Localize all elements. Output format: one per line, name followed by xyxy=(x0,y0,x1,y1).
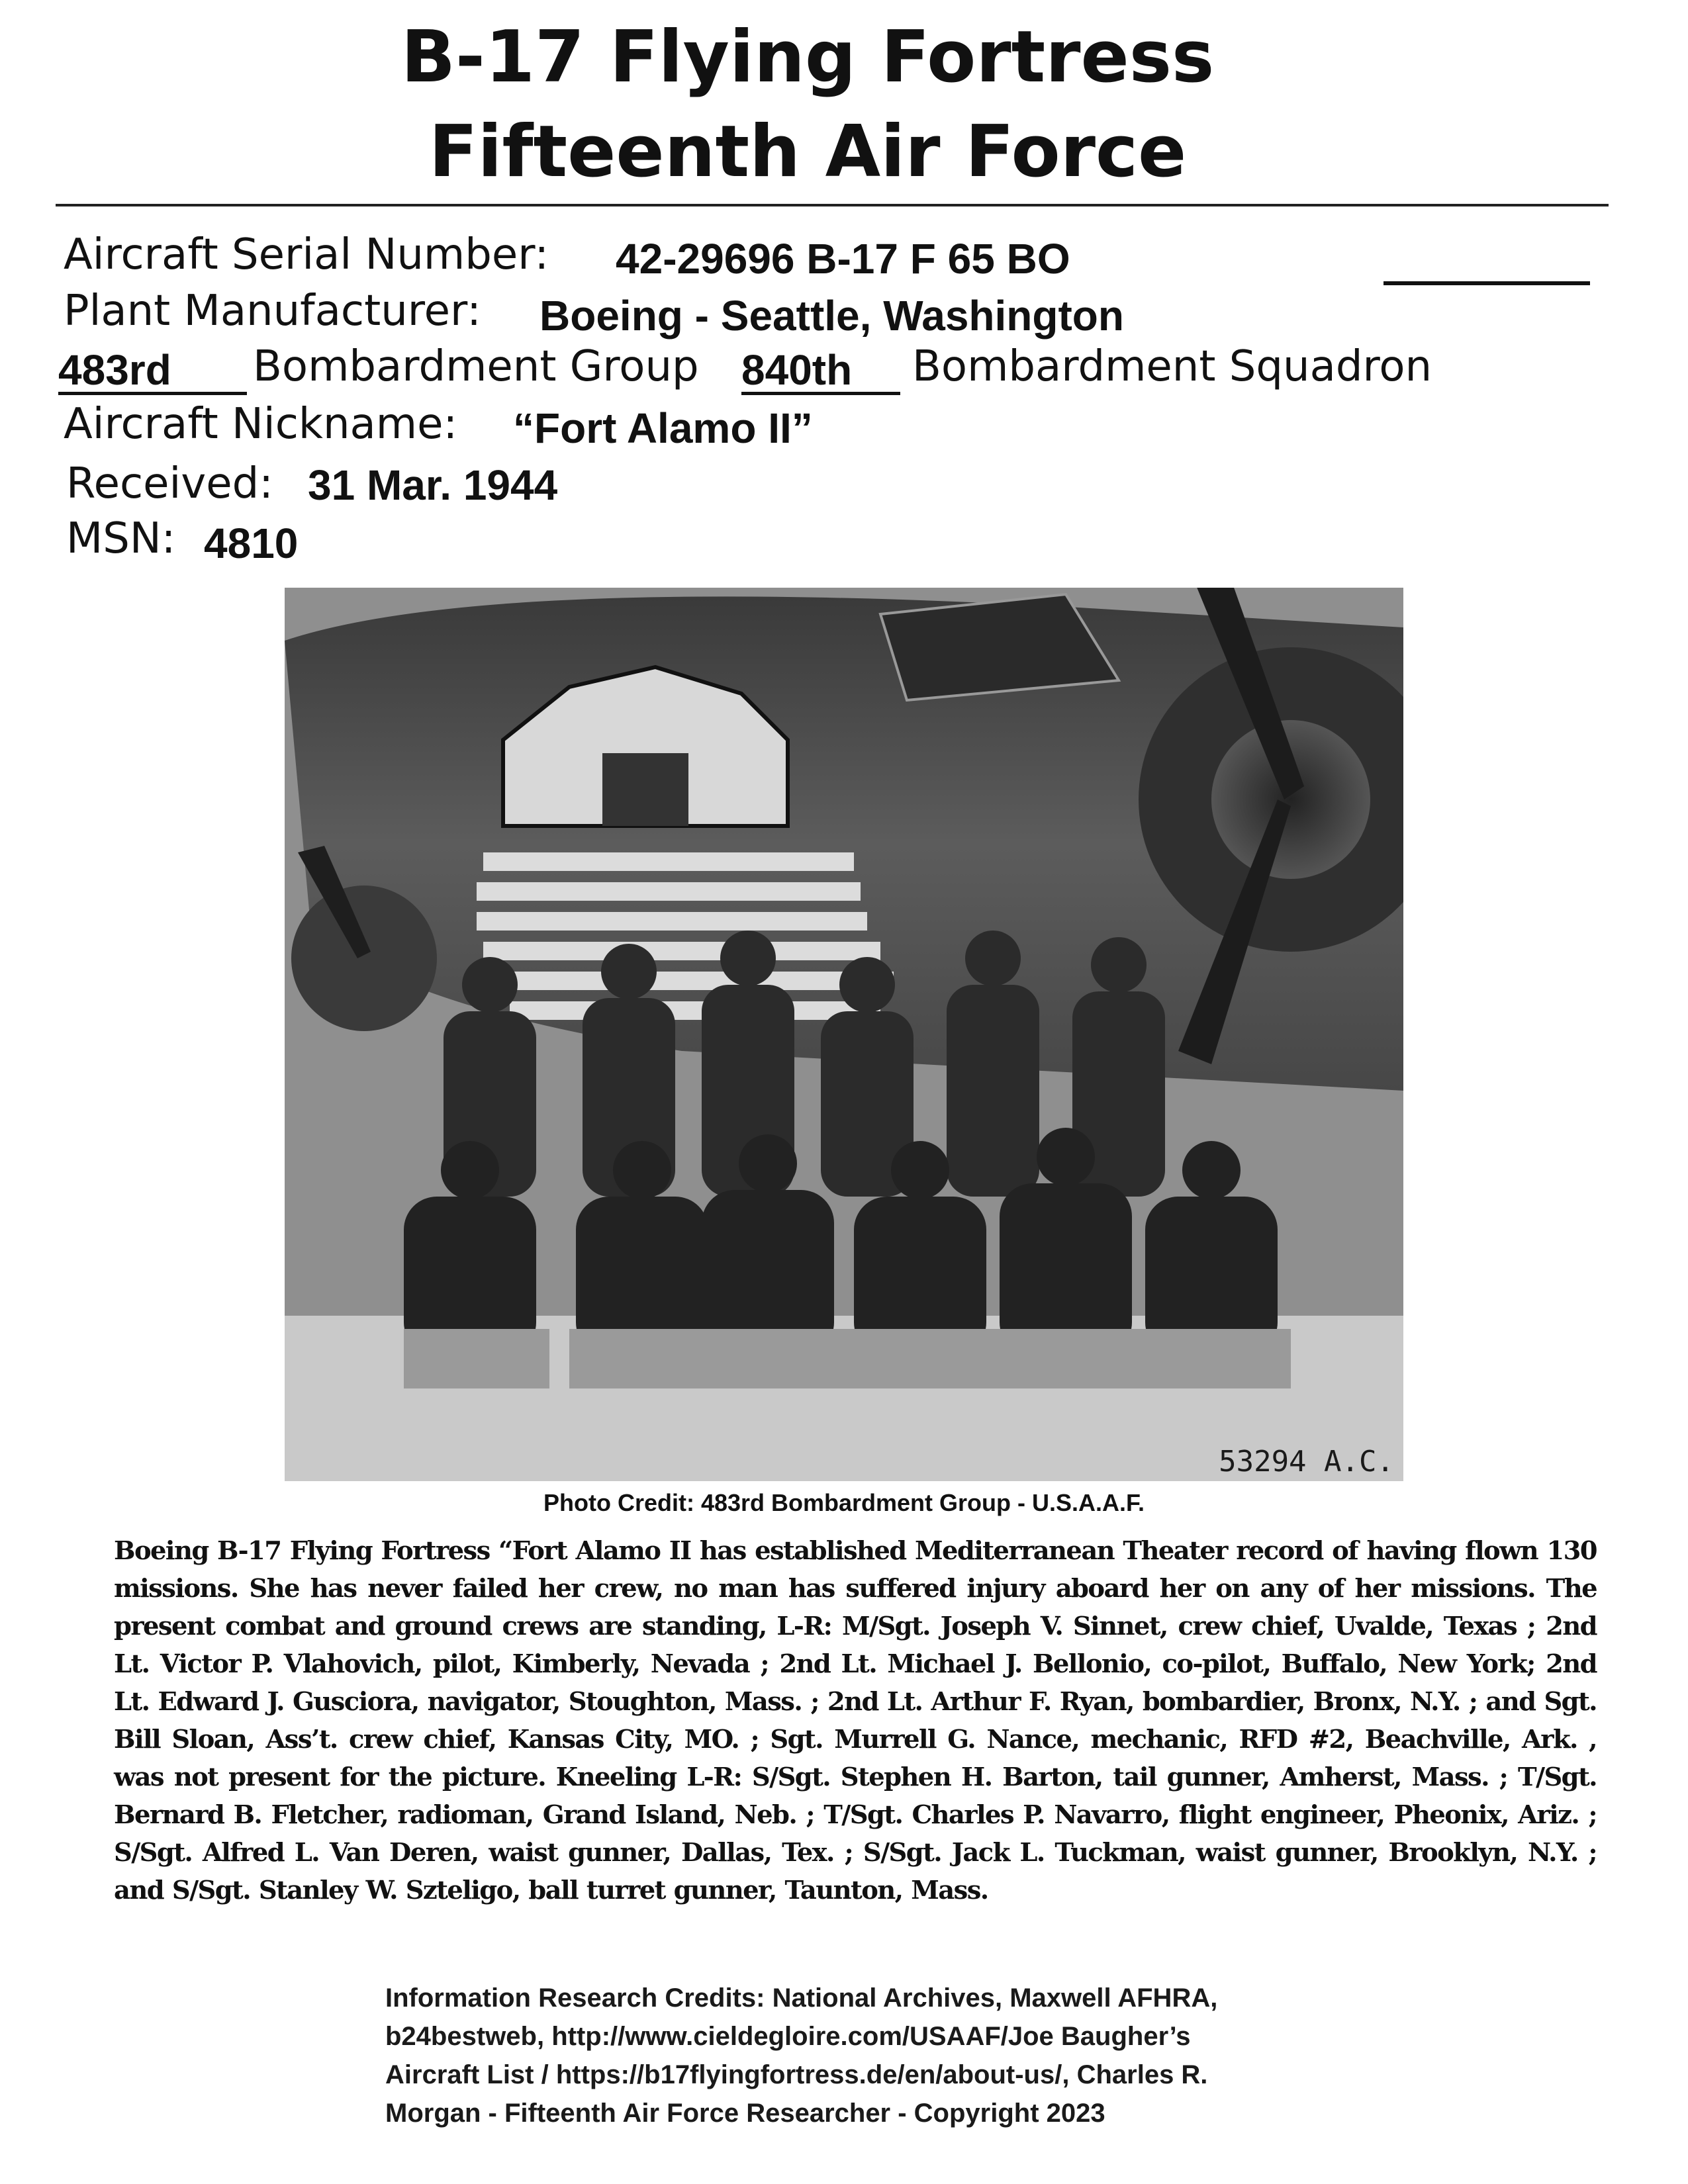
received-label: Received: xyxy=(66,459,273,508)
credits-line-4: Morgan - Fifteenth Air Force Researcher - Copyright 2023 xyxy=(385,2099,1105,2128)
squadron-number: 840th xyxy=(741,344,900,396)
serial-row xyxy=(64,228,549,281)
photo-negative-number: 53294 A.C. xyxy=(1219,1445,1394,1479)
title-divider xyxy=(56,204,1609,206)
group-number: 483rd xyxy=(58,344,247,396)
squadron-label: Bombardment Squadron xyxy=(912,342,1432,391)
serial-blank-line xyxy=(1383,281,1590,285)
received-value: 31 Mar. 1944 xyxy=(308,461,558,509)
msn-label: MSN: xyxy=(66,514,176,563)
credits-line-1: Information Research Credits: National Archives, Maxwell AFHRA, xyxy=(385,1983,1218,2013)
credits-line-2: b24bestweb, http://www.cieldegloire.com/USAAF/Joe Baugher’s xyxy=(385,2022,1191,2051)
msn-value: 4810 xyxy=(204,520,299,567)
nickname-label: Aircraft Nickname: xyxy=(64,400,457,449)
crew-photo xyxy=(285,588,1403,1481)
photo-description: Boeing B-17 Flying Fortress “Fort Alamo II has established Mediterranean Theater record of having flown 130 missions. She has never failed her crew, no man has suffered injury aboard her on any of her missions. The present combat and ground crews are standing, L-R: M/Sgt. Joseph V. Sinnet, crew chief, Uvalde, Texas ; 2nd Lt. Victor P. Vlahovich, pilot, Kimberly, Nevada ; 2nd Lt. Michael J. Bellonio, co-pilot, Buffalo, New York; 2nd Lt. Edward J. Gusciora, navigator, Stoughton, Mass. ; 2nd Lt. Arthur F. Ryan, bombardier, Bronx, N.Y. ; and Sgt. Bill Sloan, Ass’t. crew chief, Kansas City, MO. ; Sgt. Murrell G. Nance, mechanic, RFD #2, Beachville, Ark. , was not present for the picture. Kneeling L-R: S/Sgt. Stephen H. Barton, tail gunner, Amherst, Mass. ; T/Sgt. Bernard B. Fletcher, radioman, Grand Island, Neb. ; T/Sgt. Charles P. Navarro, flight engineer, Pheonix, Ariz. ; S/Sgt. Alfred L. Van Deren, waist gunner, Dallas, Tex. ; S/Sgt. Jack L. Tuckman, waist gunner, Brooklyn, N.Y. ; and S/Sgt. Stanley W. Szteligo, ball turret gunner, Taunton, Mass. xyxy=(114,1536,1597,1905)
page-title: B-17 Flying Fortress xyxy=(400,16,1215,99)
page-subtitle: Fifteenth Air Force xyxy=(428,111,1187,193)
crew-photo-illustration xyxy=(285,588,1403,1481)
manufacturer-row xyxy=(64,285,481,337)
manufacturer-label: Plant Manufacturer: xyxy=(64,287,481,336)
research-credits xyxy=(385,1979,1418,2132)
serial-label: Aircraft Serial Number: xyxy=(64,230,549,279)
credits-line-3: Aircraft List / https://b17flyingfortress.de/en/about-us/, Charles R. xyxy=(385,2060,1208,2089)
group-label: Bombardment Group xyxy=(253,342,699,391)
manufacturer-value: Boeing - Seattle, Washington xyxy=(539,292,1124,340)
photo-credit: Photo Credit: 483rd Bombardment Group - U.S.A.A.F. xyxy=(543,1489,1145,1516)
serial-value: 42-29696 B-17 F 65 BO xyxy=(616,235,1070,283)
nickname-value: “Fort Alamo II” xyxy=(513,404,813,452)
